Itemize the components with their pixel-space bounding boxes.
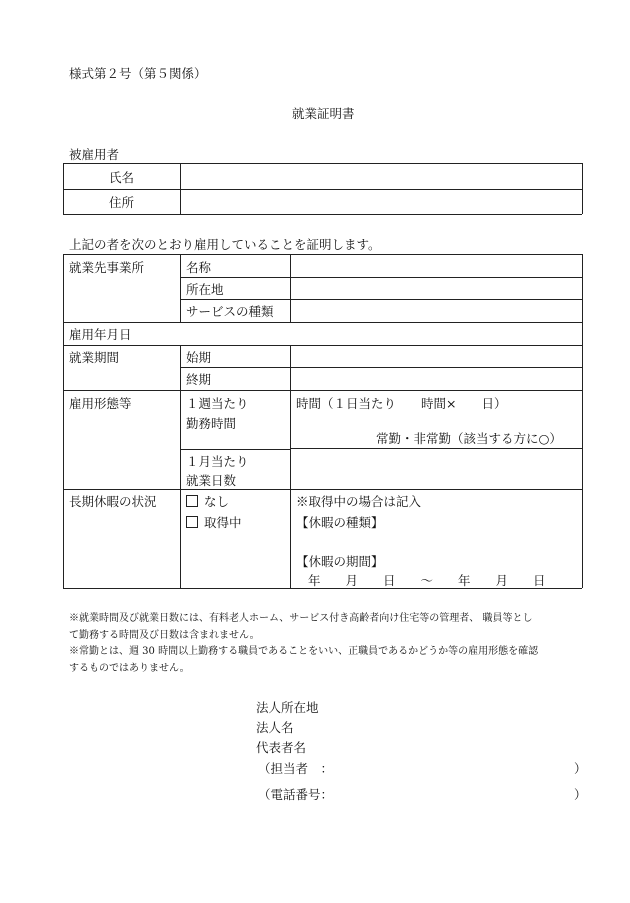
note1-line2: て勤務する時間及び日数は含まれません。 bbox=[69, 630, 260, 641]
phone-label: （電話番号： bbox=[258, 787, 334, 802]
note2-line1: ※常勤とは、週 30 時間以上勤務する職員であることをいい、正職員であるかどうか等の雇用形態を確認 bbox=[69, 646, 539, 657]
checkbox-taking[interactable] bbox=[186, 516, 198, 528]
leave-period-label: 【休暇の期間】 bbox=[296, 554, 384, 569]
period-label: 就業期間 bbox=[69, 350, 120, 365]
workplace-name-label: 名称 bbox=[186, 260, 212, 275]
phone-close-paren: ） bbox=[574, 787, 587, 802]
weekly-label-line2: 勤務時間 bbox=[186, 416, 237, 431]
hire-date-label: 雇用年月日 bbox=[69, 327, 132, 342]
period-end-label: 終期 bbox=[186, 372, 212, 387]
corp-name-label: 法人名 bbox=[256, 720, 294, 735]
leave-period-dates: 年 月 日 ～ 年 月 日 bbox=[308, 573, 546, 588]
leave-status-label: 長期休暇の状況 bbox=[69, 494, 157, 509]
monthly-label-line2: 就業日数 bbox=[186, 473, 237, 488]
certify-text: 上記の者を次のとおり雇用していることを証明します。 bbox=[69, 237, 381, 252]
fulltime-parttime-text: 常勤・非常勤（該当する方に○） bbox=[376, 431, 562, 446]
leave-option-none[interactable]: なし bbox=[186, 494, 229, 509]
name-label: 氏名 bbox=[109, 170, 135, 185]
note1-line1: ※就業時間及び就業日数には、有料老人ホーム、サービス付き高齢者向け住宅等の管理者、 職員等とし bbox=[69, 613, 533, 624]
weekly-hours-text: 時間（１日当たり 時間× 日） bbox=[296, 396, 507, 411]
workplace-location-label: 所在地 bbox=[186, 282, 224, 297]
employment-type-label: 雇用形態等 bbox=[69, 396, 132, 411]
weekly-label-line1: １週当たり bbox=[186, 396, 249, 411]
employee-section-label: 被雇用者 bbox=[69, 147, 120, 162]
form-number: 様式第２号（第５関係） bbox=[69, 66, 207, 81]
address-label: 住所 bbox=[109, 195, 135, 210]
contact-close-paren: ） bbox=[574, 761, 587, 776]
checkbox-none[interactable] bbox=[186, 495, 198, 507]
leave-option-taking[interactable]: 取得中 bbox=[186, 515, 242, 530]
monthly-label-line1: １月当たり bbox=[186, 454, 249, 469]
contact-person-label: （担当者 ： bbox=[258, 761, 334, 776]
leave-note: ※取得中の場合は記入 bbox=[296, 494, 422, 509]
note2-line2: するものではありません。 bbox=[69, 663, 190, 674]
representative-label: 代表者名 bbox=[256, 740, 307, 755]
workplace-label: 就業先事業所 bbox=[69, 260, 145, 275]
corp-address-label: 法人所在地 bbox=[256, 700, 319, 715]
leave-type-label: 【休暇の種類】 bbox=[296, 515, 384, 530]
service-type-label: サービスの種類 bbox=[186, 304, 274, 319]
page-title: 就業証明書 bbox=[292, 106, 355, 121]
period-start-label: 始期 bbox=[186, 350, 212, 365]
